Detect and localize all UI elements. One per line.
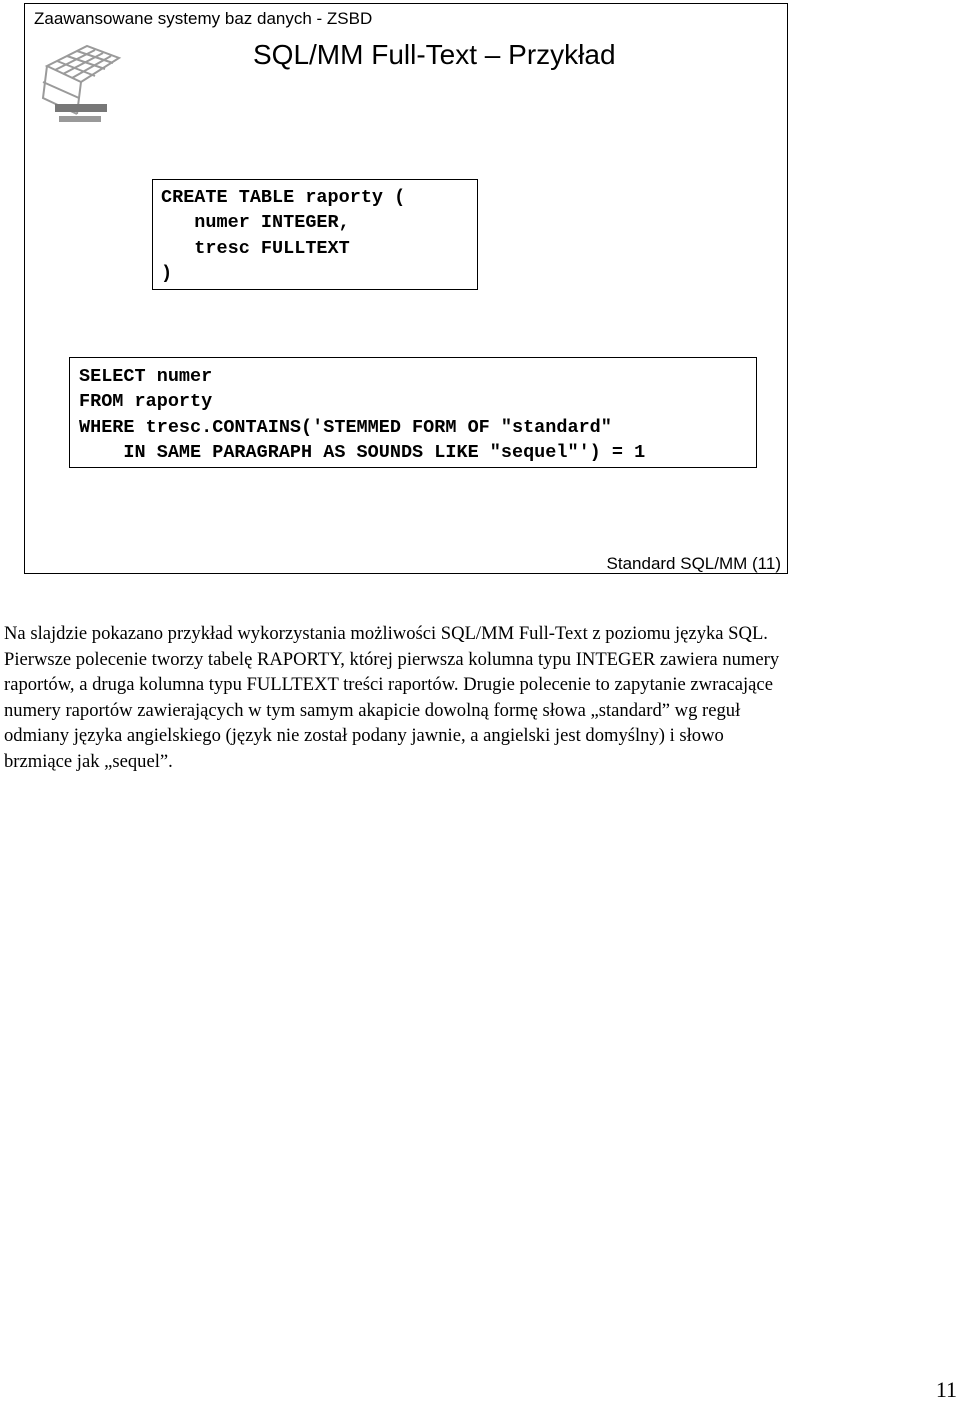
notes-paragraph: Na slajdzie pokazano przykład wykorzystania możliwości SQL/MM Full-Text z poziomu języka SQL. Pierwsze polecenie tworzy tabelę RAPORTY, której pierwsza kolumna typu INTEGER zawiera numery raportów, a druga kolumna typu FULLTEXT treści raportów. Drugie polecenie to zapytanie zwracające numery raportów zawierających w tym samym akapicie dowolną formę słowa „standard” wg reguł odmiany języka angielskiego (język nie został podany jawnie, a angielski jest domyślny) i słowo brzmiące jak „sequel”.	[4, 623, 780, 772]
create-table-code: CREATE TABLE raporty ( numer INTEGER, tresc FULLTEXT )	[152, 179, 478, 290]
slide-title: SQL/MM Full-Text – Przykład	[253, 39, 616, 70]
university-logo-icon	[37, 36, 123, 128]
page-number: 11	[935, 1377, 957, 1402]
slide-footer: Standard SQL/MM (11)	[606, 554, 781, 573]
select-query-code: SELECT numer FROM raporty WHERE tresc.CONTAINS('STEMMED FORM OF "standard" IN SAME PARAGRAPH AS SOUNDS LIKE "sequel"') = 1	[69, 357, 757, 468]
course-title: Zaawansowane systemy baz danych - ZSBD	[34, 9, 373, 28]
slide-frame	[24, 3, 788, 574]
